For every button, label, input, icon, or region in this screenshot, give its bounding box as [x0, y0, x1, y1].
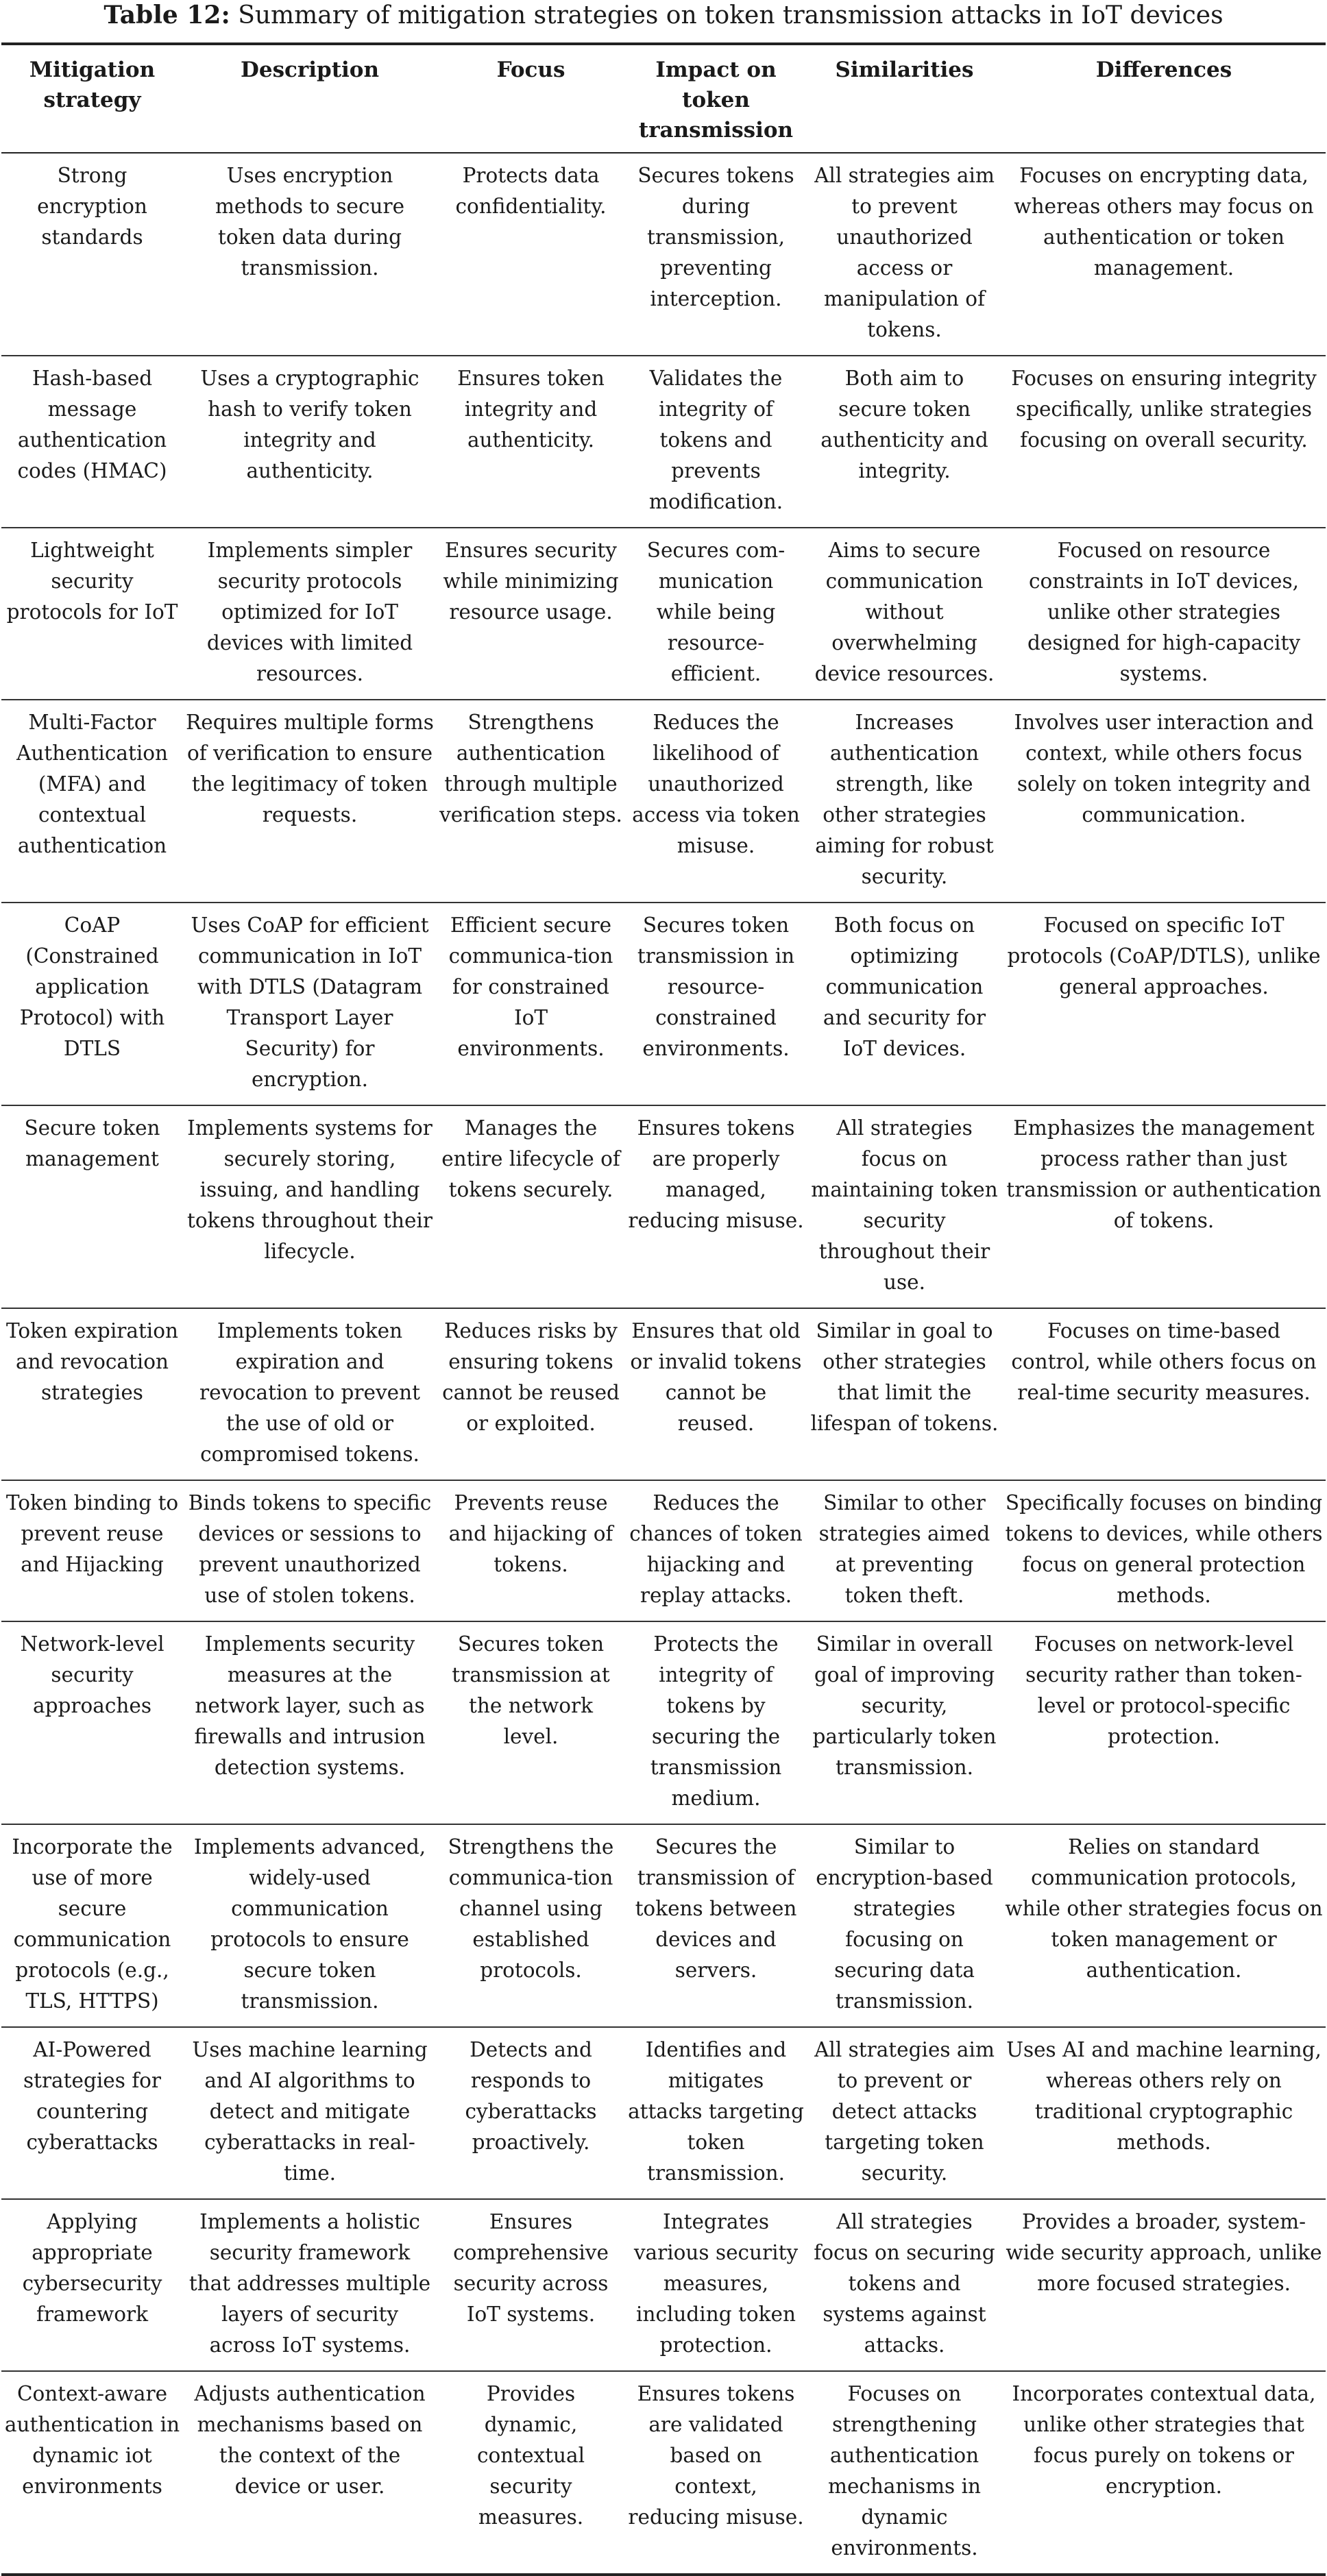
description-cell: Implements advanced, widely-used communication protocols to ensure secure token transmission.	[183, 1824, 437, 2027]
similarities-cell: All strategies aim to prevent unauthorized access or manipulation of tokens.	[807, 153, 1002, 356]
mitigation-strategy-cell: Lightweight security protocols for IoT	[1, 528, 183, 700]
table-row	[1, 153, 1326, 356]
differences-cell: Focuses on network-level security rather than token-level or protocol-specific protection.	[1002, 1621, 1326, 1824]
header-row	[1, 44, 1326, 153]
differences-cell: Specifically focuses on binding tokens to devices, while others focus on general protection methods.	[1002, 1480, 1326, 1621]
table-row	[1, 903, 1326, 1105]
mitigation-strategy-cell: Applying appropriate cybersecurity framework	[1, 2199, 183, 2371]
impact-cell: Validates the integrity of tokens and prevents modification.	[625, 356, 807, 528]
impact-cell: Protects the integrity of tokens by securing the transmission medium.	[625, 1621, 807, 1824]
table-row	[1, 1480, 1326, 1621]
similarities-cell: Similar to other strategies aimed at preventing token theft.	[807, 1480, 1002, 1621]
differences-cell: Incorporates contextual data, unlike other strategies that focus purely on tokens or encryption.	[1002, 2371, 1326, 2575]
description-cell: Implements token expiration and revocation to prevent the use of old or compromised tokens.	[183, 1308, 437, 1480]
impact-cell: Ensures that old or invalid tokens cannot be reused.	[625, 1308, 807, 1480]
mitigation-strategies-table	[1, 42, 1326, 2576]
table-row	[1, 1621, 1326, 1824]
description-cell: Implements simpler security protocols optimized for IoT devices with limited resources.	[183, 528, 437, 700]
description-cell: Uses a cryptographic hash to verify token integrity and authenticity.	[183, 356, 437, 528]
similarities-cell: All strategies focus on securing tokens and systems against attacks.	[807, 2199, 1002, 2371]
mitigation-strategy-cell: Strong encryption standards	[1, 153, 183, 356]
similarities-cell: Increases authentication strength, like other strategies aiming for robust security.	[807, 700, 1002, 903]
header-impact: Impact on token transmission	[625, 44, 807, 153]
impact-cell: Reduces the chances of token hijacking and replay attacks.	[625, 1480, 807, 1621]
similarities-cell: Both aim to secure token authenticity and integrity.	[807, 356, 1002, 528]
differences-cell: Uses AI and machine learning, whereas others rely on traditional cryptographic methods.	[1002, 2027, 1326, 2199]
differences-cell: Focuses on time-based control, while others focus on real-time security measures.	[1002, 1308, 1326, 1480]
table-row	[1, 1308, 1326, 1480]
table-caption	[0, 0, 1327, 36]
differences-cell: Focuses on ensuring integrity specifically, unlike strategies focusing on overall security.	[1002, 356, 1326, 528]
impact-cell: Secures the transmission of tokens between devices and servers.	[625, 1824, 807, 2027]
mitigation-strategy-cell: Token expiration and revocation strategies	[1, 1308, 183, 1480]
description-cell: Implements security measures at the network layer, such as firewalls and intrusion detection systems.	[183, 1621, 437, 1824]
focus-cell: Ensures security while minimizing resource usage.	[437, 528, 625, 700]
focus-cell: Ensures comprehensive security across IoT systems.	[437, 2199, 625, 2371]
differences-cell: Emphasizes the management process rather than just transmission or authentication of tokens.	[1002, 1105, 1326, 1308]
mitigation-strategy-cell: Multi-Factor Authentication (MFA) and contextual authentication	[1, 700, 183, 903]
similarities-cell: Similar to encryption-based strategies focusing on securing data transmission.	[807, 1824, 1002, 2027]
focus-cell: Reduces risks by ensuring tokens cannot be reused or exploited.	[437, 1308, 625, 1480]
similarities-cell: All strategies aim to prevent or detect attacks targeting token security.	[807, 2027, 1002, 2199]
mitigation-strategy-cell: Context-aware authentication in dynamic iot environments	[1, 2371, 183, 2575]
table-row	[1, 2371, 1326, 2575]
focus-cell: Manages the entire lifecycle of tokens securely.	[437, 1105, 625, 1308]
impact-cell: Secures token transmission in resource-constrained environments.	[625, 903, 807, 1105]
focus-cell: Detects and responds to cyberattacks proactively.	[437, 2027, 625, 2199]
table-caption-label: Table 12:	[104, 1, 230, 29]
header-differences: Differences	[1002, 44, 1326, 153]
table-row	[1, 1105, 1326, 1308]
focus-cell: Prevents reuse and hijacking of tokens.	[437, 1480, 625, 1621]
similarities-cell: Both focus on optimizing communication and security for IoT devices.	[807, 903, 1002, 1105]
table-caption-text: Summary of mitigation strategies on token transmission attacks in IoT devices	[238, 1, 1223, 29]
header-mitigation-strategy: Mitigation strategy	[1, 44, 183, 153]
description-cell: Binds tokens to specific devices or sessions to prevent unauthorized use of stolen tokens.	[183, 1480, 437, 1621]
description-cell: Implements a holistic security framework that addresses multiple layers of security across IoT systems.	[183, 2199, 437, 2371]
differences-cell: Provides a broader, system-wide security approach, unlike more focused strategies.	[1002, 2199, 1326, 2371]
similarities-cell: All strategies focus on maintaining token security throughout their use.	[807, 1105, 1002, 1308]
similarities-cell: Focuses on strengthening authentication mechanisms in dynamic environments.	[807, 2371, 1002, 2575]
differences-cell: Involves user interaction and context, while others focus solely on token integrity and communication.	[1002, 700, 1326, 903]
header-description: Description	[183, 44, 437, 153]
impact-cell: Ensures tokens are properly managed, reducing misuse.	[625, 1105, 807, 1308]
focus-cell: Ensures token integrity and authenticity.	[437, 356, 625, 528]
focus-cell: Strengthens authentication through multiple verification steps.	[437, 700, 625, 903]
focus-cell: Provides dynamic, contextual security measures.	[437, 2371, 625, 2575]
table-row	[1, 528, 1326, 700]
table-row	[1, 356, 1326, 528]
description-cell: Adjusts authentication mechanisms based on the context of the device or user.	[183, 2371, 437, 2575]
table-row	[1, 2027, 1326, 2199]
focus-cell: Secures token transmission at the network level.	[437, 1621, 625, 1824]
impact-cell: Reduces the likelihood of unauthorized access via token misuse.	[625, 700, 807, 903]
differences-cell: Relies on standard communication protocols, while other strategies focus on token management or authentication.	[1002, 1824, 1326, 2027]
impact-cell: Secures tokens during transmission, preventing interception.	[625, 153, 807, 356]
impact-cell: Integrates various security measures, including token protection.	[625, 2199, 807, 2371]
description-cell: Uses machine learning and AI algorithms to detect and mitigate cyberattacks in real-time.	[183, 2027, 437, 2199]
mitigation-strategy-cell: Hash-based message authentication codes (HMAC)	[1, 356, 183, 528]
description-cell: Uses encryption methods to secure token data during transmission.	[183, 153, 437, 356]
impact-cell: Secures com-munication while being resource-efficient.	[625, 528, 807, 700]
table-row	[1, 2199, 1326, 2371]
mitigation-strategy-cell: CoAP (Constrained application Protocol) with DTLS	[1, 903, 183, 1105]
similarities-cell: Similar in goal to other strategies that limit the lifespan of tokens.	[807, 1308, 1002, 1480]
description-cell: Uses CoAP for efficient communication in IoT with DTLS (Datagram Transport Layer Security) for encryption.	[183, 903, 437, 1105]
similarities-cell: Similar in overall goal of improving security, particularly token transmission.	[807, 1621, 1002, 1824]
similarities-cell: Aims to secure communication without overwhelming device resources.	[807, 528, 1002, 700]
table-body	[1, 153, 1326, 2575]
description-cell: Requires multiple forms of verification to ensure the legitimacy of token requests.	[183, 700, 437, 903]
table-row	[1, 700, 1326, 903]
mitigation-strategy-cell: Token binding to prevent reuse and Hijacking	[1, 1480, 183, 1621]
header-similarities: Similarities	[807, 44, 1002, 153]
focus-cell: Protects data confidentiality.	[437, 153, 625, 356]
mitigation-strategy-cell: Network-level security approaches	[1, 1621, 183, 1824]
differences-cell: Focuses on encrypting data, whereas others may focus on authentication or token management.	[1002, 153, 1326, 356]
focus-cell: Strengthens the communica-tion channel using established protocols.	[437, 1824, 625, 2027]
table-header	[1, 44, 1326, 153]
focus-cell: Efficient secure communica-tion for constrained IoT environments.	[437, 903, 625, 1105]
mitigation-strategy-cell: Secure token management	[1, 1105, 183, 1308]
impact-cell: Identifies and mitigates attacks targeting token transmission.	[625, 2027, 807, 2199]
differences-cell: Focused on resource constraints in IoT devices, unlike other strategies designed for high-capacity systems.	[1002, 528, 1326, 700]
description-cell: Implements systems for securely storing, issuing, and handling tokens throughout their lifecycle.	[183, 1105, 437, 1308]
differences-cell: Focused on specific IoT protocols (CoAP/DTLS), unlike general approaches.	[1002, 903, 1326, 1105]
table-row	[1, 1824, 1326, 2027]
mitigation-strategy-cell: Incorporate the use of more secure communication protocols (e.g., TLS, HTTPS)	[1, 1824, 183, 2027]
impact-cell: Ensures tokens are validated based on context, reducing misuse.	[625, 2371, 807, 2575]
header-focus: Focus	[437, 44, 625, 153]
mitigation-strategy-cell: AI-Powered strategies for countering cyberattacks	[1, 2027, 183, 2199]
